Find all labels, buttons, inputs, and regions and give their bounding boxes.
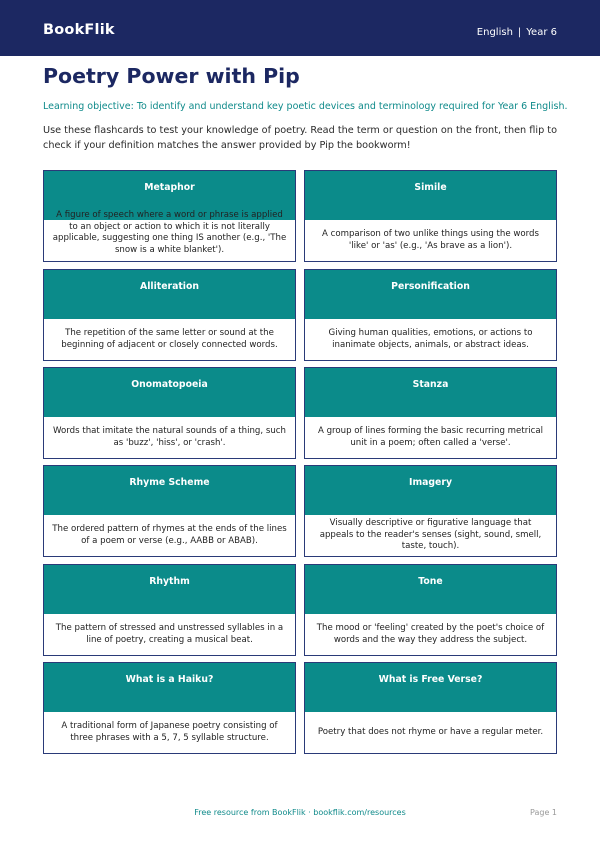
card-term: What is Free Verse?	[378, 674, 483, 685]
flashcard-stanza[interactable]	[304, 367, 557, 459]
card-definition: A comparison of two unlike things using the words 'like' or 'as' (e.g., 'As brave as a lion').	[322, 229, 539, 251]
card-definition: Visually descriptive or figurative language that appeals to the reader's senses (sight, sound, smell, taste, touch).	[319, 518, 542, 552]
card-front[interactable]	[305, 171, 556, 220]
card-definition: A group of lines forming the basic recurring metrical unit in a poem; often called a 'verse'.	[317, 426, 544, 448]
meta-separator: |	[517, 27, 522, 38]
card-back	[44, 210, 295, 261]
subject-label: English	[476, 27, 513, 38]
card-back	[44, 614, 295, 655]
brand-logo[interactable]: BookFlik	[43, 22, 115, 38]
card-term: Rhythm	[149, 576, 190, 587]
page-number: Page 1	[530, 808, 557, 817]
card-back	[305, 614, 556, 655]
card-front[interactable]	[305, 270, 556, 319]
card-term: Rhyme Scheme	[129, 477, 210, 488]
card-back	[44, 712, 295, 753]
card-front[interactable]	[305, 368, 556, 417]
flashcard-rhyme-scheme[interactable]	[43, 465, 296, 557]
card-back	[44, 319, 295, 360]
card-definition: Words that imitate the natural sounds of a thing, such as 'buzz', 'hiss', or 'crash'.	[53, 426, 286, 448]
card-definition: The mood or 'feeling' created by the poet's choice of words and the way they address the subject.	[316, 623, 545, 645]
flashcard-onomatopoeia[interactable]	[43, 367, 296, 459]
card-term: Simile	[414, 182, 447, 193]
card-back	[305, 220, 556, 261]
card-definition: The ordered pattern of rhymes at the ends of the lines of a poem or verse (e.g., AABB or ABAB).	[52, 524, 287, 546]
card-term: What is a Haiku?	[125, 674, 214, 685]
card-term: Onomatopoeia	[131, 379, 208, 390]
flashcard-simile[interactable]	[304, 170, 557, 262]
flashcard-haiku[interactable]	[43, 662, 296, 754]
flashcard-free-verse[interactable]	[304, 662, 557, 754]
card-back	[305, 515, 556, 556]
card-back	[305, 319, 556, 360]
card-front[interactable]	[44, 270, 295, 319]
card-definition: Giving human qualities, emotions, or actions to inanimate objects, animals, or abstract ideas.	[328, 328, 533, 350]
year-label: Year 6	[526, 27, 557, 38]
flashcard-personification[interactable]	[304, 269, 557, 361]
card-term: Metaphor	[144, 182, 195, 193]
card-term: Imagery	[408, 477, 453, 488]
card-definition: Poetry that does not rhyme or have a regular meter.	[317, 726, 544, 737]
card-back	[44, 417, 295, 458]
card-front[interactable]	[305, 565, 556, 614]
footer-credit[interactable]: Free resource from BookFlik · bookflik.com/resources	[194, 808, 406, 817]
card-definition: The pattern of stressed and unstressed syllables in a line of poetry, creating a musical beat.	[55, 623, 284, 645]
card-back	[305, 712, 556, 753]
subject-year-label	[477, 27, 557, 38]
card-term: Personification	[391, 281, 470, 292]
card-front[interactable]	[305, 466, 556, 515]
card-front[interactable]	[44, 368, 295, 417]
learning-objective: Learning objective: To identify and understand key poetic devices and terminology required for Year 6 English.	[43, 101, 568, 112]
card-back	[44, 515, 295, 556]
flashcard-alliteration[interactable]	[43, 269, 296, 361]
flashcard-metaphor[interactable]	[43, 170, 296, 262]
card-term: Tone	[418, 576, 443, 587]
top-banner	[0, 0, 600, 56]
card-term: Stanza	[412, 379, 449, 390]
flashcard-rhythm[interactable]	[43, 564, 296, 656]
card-front[interactable]	[44, 663, 295, 712]
card-definition: A figure of speech where a word or phrase is applied to an object or action to which it is not literally applicable, suggesting one thing IS another (e.g., 'The snow is a white blanket').	[52, 210, 287, 255]
flashcard-tone[interactable]	[304, 564, 557, 656]
card-definition: The repetition of the same letter or sound at the beginning of adjacent or closely connected words.	[61, 328, 278, 350]
page-title: Poetry Power with Pip	[43, 64, 300, 88]
intro-text: Use these flashcards to test your knowledge of poetry. Read the term or question on the front, then flip to check if your definition matches the answer provided by Pip the bookworm!	[43, 125, 558, 151]
card-back	[305, 417, 556, 458]
card-front[interactable]	[44, 565, 295, 614]
flashcard-imagery[interactable]	[304, 465, 557, 557]
card-front[interactable]	[44, 466, 295, 515]
card-definition: A traditional form of Japanese poetry consisting of three phrases with a 5, 7, 5 syllable structure.	[61, 721, 278, 743]
card-term: Alliteration	[140, 281, 199, 292]
card-front[interactable]	[305, 663, 556, 712]
